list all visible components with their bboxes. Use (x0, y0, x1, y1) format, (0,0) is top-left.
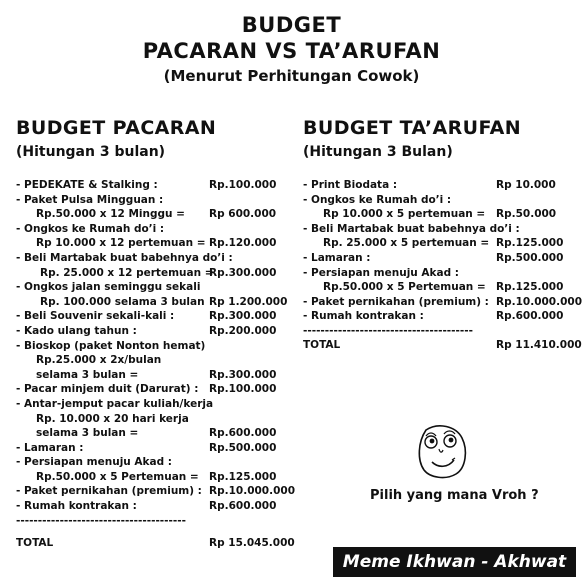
row-amount: Rp.120.000 (209, 237, 277, 250)
budget-row (303, 207, 573, 222)
budget-row (16, 470, 291, 485)
budget-row (16, 499, 291, 514)
budget-row (16, 382, 291, 397)
row-label: - Beli Martabak buat babehnya do’i : (16, 251, 233, 264)
total-row (16, 536, 295, 551)
question-text: Pilih yang mana Vroh ? (370, 488, 539, 503)
row-label: Rp. 25.000 x 12 pertemuan = (40, 266, 214, 279)
pacaran-column (16, 116, 296, 550)
budget-row (16, 178, 291, 193)
meme-face-icon (412, 420, 472, 482)
budget-row (303, 193, 573, 208)
budget-row (16, 455, 291, 470)
row-label: - Ongkos jalan seminggu sekali (16, 281, 201, 294)
pacaran-subheading: (Hitungan 3 bulan) (16, 144, 166, 160)
budget-row (16, 309, 291, 324)
row-label: --------------------------------------- (303, 324, 473, 337)
title-line-1: BUDGET (241, 13, 342, 37)
row-label: Rp.50.000 x 5 Pertemuan = (323, 281, 486, 294)
row-label: --------------------------------------- (16, 514, 186, 527)
total-label: TOTAL (303, 338, 341, 351)
row-amount: Rp 1.200.000 (209, 295, 288, 308)
title-block (0, 12, 583, 86)
row-amount: Rp.10.000.000 (209, 485, 296, 498)
row-gap (16, 528, 291, 536)
budget-row (16, 426, 291, 441)
budget-row (16, 441, 291, 456)
row-label: - Rumah kontrakan : (16, 500, 137, 513)
row-label: - Rumah kontrakan : (303, 310, 424, 323)
row-amount: Rp.100.000 (209, 383, 277, 396)
budget-row (303, 280, 573, 295)
total-amount: Rp 11.410.000 (496, 338, 582, 351)
row-amount: Rp.10.000.000 (496, 295, 583, 308)
row-amount: Rp.600.000 (209, 427, 277, 440)
row-label: - Lamaran : (16, 441, 84, 454)
row-amount: Rp.200.000 (209, 324, 277, 337)
row-label: - Paket pernikahan (premium) : (303, 295, 489, 308)
title-line-2: PACARAN VS TA’ARUFAN (142, 39, 441, 63)
total-amount: Rp 15.045.000 (209, 536, 295, 549)
budget-row (303, 222, 573, 237)
budget-row (16, 484, 296, 499)
row-amount: Rp.300.000 (209, 310, 277, 323)
row-amount: Rp.125.000 (209, 470, 277, 483)
row-amount: Rp.300.000 (209, 266, 277, 279)
row-amount: Rp 10.000 (496, 179, 556, 191)
row-label: selama 3 bulan = (36, 427, 139, 440)
budget-row (16, 368, 291, 383)
budget-row (16, 280, 291, 295)
row-label: - Ongkos ke Rumah do’i : (303, 193, 452, 206)
budget-row (303, 178, 573, 193)
pacaran-rows (16, 178, 296, 550)
row-amount: Rp.50.000 (496, 208, 557, 221)
row-label: - Beli Martabak buat babehnya do’i : (303, 222, 520, 235)
total-label: TOTAL (16, 536, 54, 549)
pacaran-heading: BUDGET PACARAN (16, 117, 217, 139)
budget-row (16, 412, 291, 427)
taarufan-subheading: (Hitungan 3 Bulan) (303, 144, 453, 160)
row-amount: Rp.300.000 (209, 368, 277, 381)
budget-row (16, 339, 291, 354)
row-label: Rp.50.000 x 5 Pertemuan = (36, 470, 199, 483)
row-label: - Antar-jemput pacar kuliah/kerja (16, 397, 214, 410)
row-label: - Persiapan menuju Akad : (303, 266, 459, 279)
taarufan-column (303, 116, 583, 353)
budget-row (16, 295, 291, 310)
row-label: Rp.50.000 x 12 Minggu = (36, 208, 185, 221)
budget-row (16, 353, 291, 368)
budget-row (303, 236, 573, 251)
budget-row (16, 324, 291, 339)
budget-row (16, 207, 291, 222)
watermark-banner: Meme Ikhwan - Akhwat (333, 547, 576, 577)
row-amount: Rp 600.000 (209, 208, 277, 221)
total-row (303, 338, 582, 353)
row-amount: Rp.600.000 (209, 500, 277, 513)
row-label: Rp. 10.000 x 20 hari kerja (36, 412, 189, 425)
row-label: - Beli Souvenir sekali-kali : (16, 310, 175, 323)
taarufan-heading: BUDGET TA’ARUFAN (303, 117, 522, 139)
budget-row (16, 193, 291, 208)
budget-row (303, 266, 573, 281)
page-subtitle: (Menurut Perhitungan Cowok) (163, 67, 420, 85)
row-label: Rp 10.000 x 5 pertemuan = (323, 208, 486, 221)
budget-row (16, 251, 291, 266)
row-label: - PEDEKATE & Stalking : (16, 179, 158, 191)
budget-row (303, 295, 583, 310)
row-label: selama 3 bulan = (36, 368, 139, 381)
row-amount: Rp.500.000 (209, 441, 277, 454)
separator-line (16, 514, 291, 528)
row-amount: Rp.100.000 (209, 179, 277, 191)
budget-row (16, 236, 291, 251)
row-label: Rp. 25.000 x 5 pertemuan = (323, 237, 490, 250)
budget-row (16, 397, 291, 412)
row-label: - Persiapan menuju Akad : (16, 456, 172, 469)
row-label: - Lamaran : (303, 251, 371, 264)
row-label: - Pacar minjem duit (Darurat) : (16, 383, 199, 396)
row-label: - Paket pernikahan (premium) : (16, 485, 202, 498)
row-label: Rp. 100.000 selama 3 bulan (40, 295, 205, 308)
budget-row (303, 309, 573, 324)
budget-row (16, 266, 291, 281)
row-label: - Ongkos ke Rumah do’i : (16, 222, 165, 235)
budget-row (16, 222, 291, 237)
row-label: Rp.25.000 x 2x/bulan (36, 354, 162, 367)
row-label: - Print Biodata : (303, 179, 398, 191)
row-label: - Paket Pulsa Mingguan : (16, 193, 164, 206)
row-amount: Rp.600.000 (496, 310, 564, 323)
row-amount: Rp.125.000 (496, 237, 564, 250)
budget-row (303, 251, 573, 266)
row-label: Rp 10.000 x 12 pertemuan = (36, 237, 206, 250)
separator-line (303, 324, 573, 338)
row-label: - Bioskop (paket Nonton hemat) (16, 339, 206, 352)
row-amount: Rp.125.000 (496, 281, 564, 294)
row-label: - Kado ulang tahun : (16, 324, 137, 337)
taarufan-rows (303, 178, 583, 353)
row-amount: Rp.500.000 (496, 251, 564, 264)
